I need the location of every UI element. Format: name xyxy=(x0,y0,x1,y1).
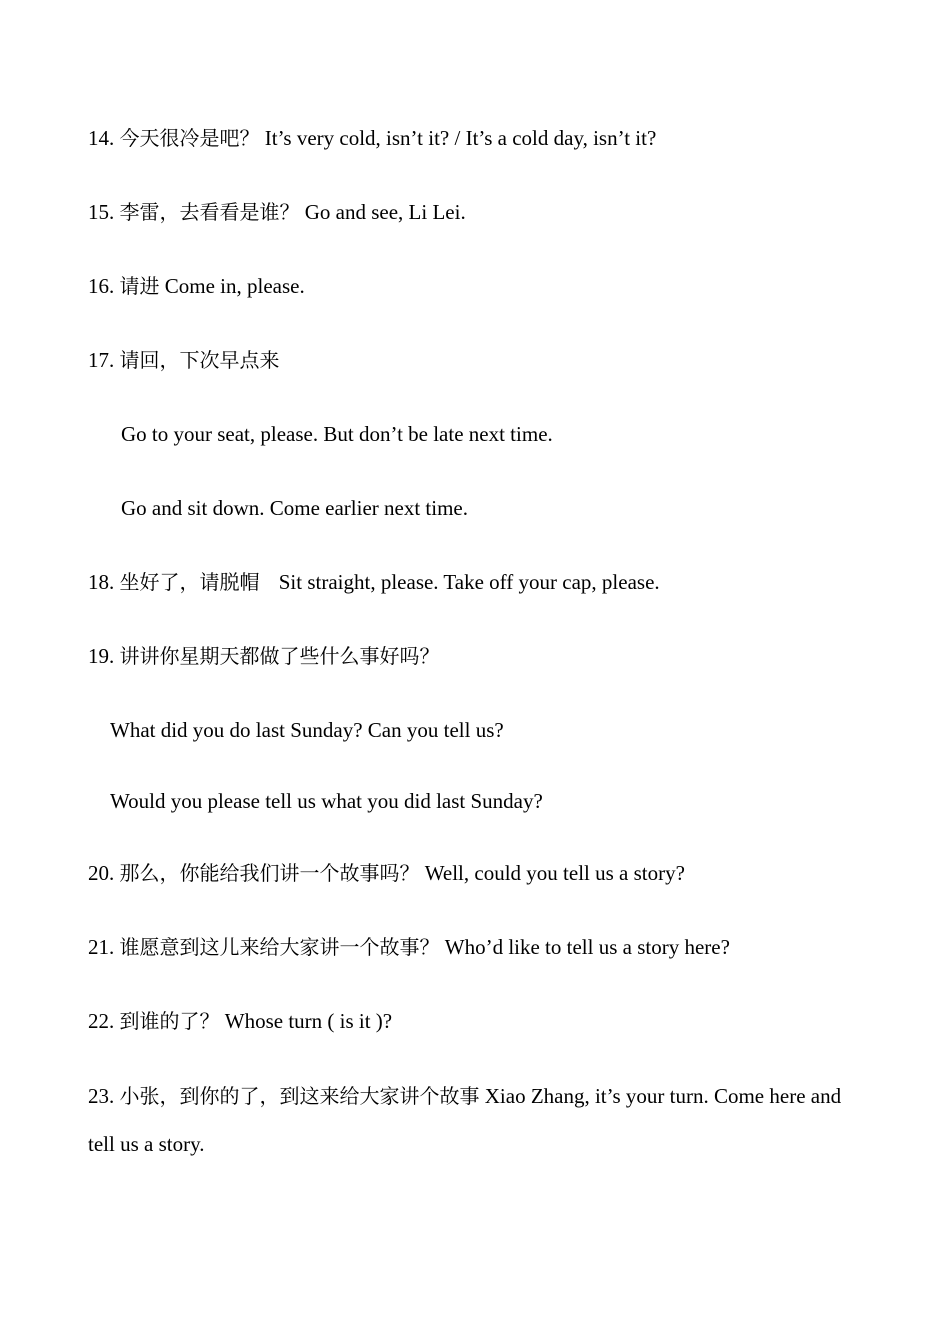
phrase-english: Go and sit down. Come earlier next time. xyxy=(121,496,469,520)
phrase-15 xyxy=(88,198,466,226)
phrase-14 xyxy=(88,124,656,152)
phrase-english: It’s very cold, isn’t it? / It’s a cold day, isn’t it? xyxy=(264,126,657,150)
phrase-16 xyxy=(88,272,305,300)
phrase-chinese: 请回，下次早点来 xyxy=(119,348,280,372)
phrase-number: 15. xyxy=(88,200,115,224)
phrase-chinese: 谁愿意到这儿来给大家讲一个故事？ xyxy=(119,935,440,959)
phrase-english: Whose turn ( is it )? xyxy=(224,1009,393,1033)
phrase-22 xyxy=(88,1007,392,1035)
phrase-chinese: 坐好了，请脱帽 xyxy=(119,570,260,594)
phrase-number: 19. xyxy=(88,644,115,668)
phrase-english: Xiao Zhang, it’s your turn. Come here and tell us a story. xyxy=(88,1084,842,1156)
phrase-number: 22. xyxy=(88,1009,115,1033)
phrase-number: 20. xyxy=(88,861,115,885)
phrase-number: 16. xyxy=(88,274,115,298)
phrase-english: Would you please tell us what you did last Sunday? xyxy=(110,789,543,813)
phrase-chinese: 请进 xyxy=(119,274,160,298)
phrase-number: 23. xyxy=(88,1084,115,1108)
phrase-english: Come in, please. xyxy=(164,274,305,298)
phrase-chinese: 小张，到你的了，到这来给大家讲个故事 xyxy=(119,1084,480,1108)
phrase-17 xyxy=(88,346,280,374)
phrase-19 xyxy=(88,642,440,670)
phrase-number: 17. xyxy=(88,348,115,372)
phrase-number: 21. xyxy=(88,935,115,959)
phrase-chinese: 李雷，去看看是谁？ xyxy=(119,200,300,224)
phrase-chinese: 那么，你能给我们讲一个故事吗？ xyxy=(119,861,420,885)
phrase-number: 14. xyxy=(88,126,115,150)
phrase-21 xyxy=(88,933,730,961)
phrase-chinese: 今天很冷是吧？ xyxy=(119,126,260,150)
phrase-19-english-2 xyxy=(110,787,543,815)
phrase-english: Go and see, Li Lei. xyxy=(304,200,466,224)
phrase-english: What did you do last Sunday? Can you tell us? xyxy=(110,718,504,742)
phrase-english: Sit straight, please. Take off your cap, please. xyxy=(278,570,660,594)
phrase-20 xyxy=(88,859,685,887)
phrase-17-english-2 xyxy=(121,494,468,522)
phrase-18 xyxy=(88,568,660,596)
phrase-19-english-1 xyxy=(110,716,504,744)
phrase-english: Who’d like to tell us a story here? xyxy=(444,935,730,959)
phrase-chinese: 讲讲你星期天都做了些什么事好吗？ xyxy=(119,644,440,668)
phrase-english: Go to your seat, please. But don’t be late next time. xyxy=(121,422,553,446)
phrase-23 xyxy=(88,1072,868,1168)
phrase-chinese: 到谁的了？ xyxy=(119,1009,220,1033)
phrase-number: 18. xyxy=(88,570,115,594)
phrase-english: Well, could you tell us a story? xyxy=(424,861,685,885)
phrase-17-english-1 xyxy=(121,420,553,448)
